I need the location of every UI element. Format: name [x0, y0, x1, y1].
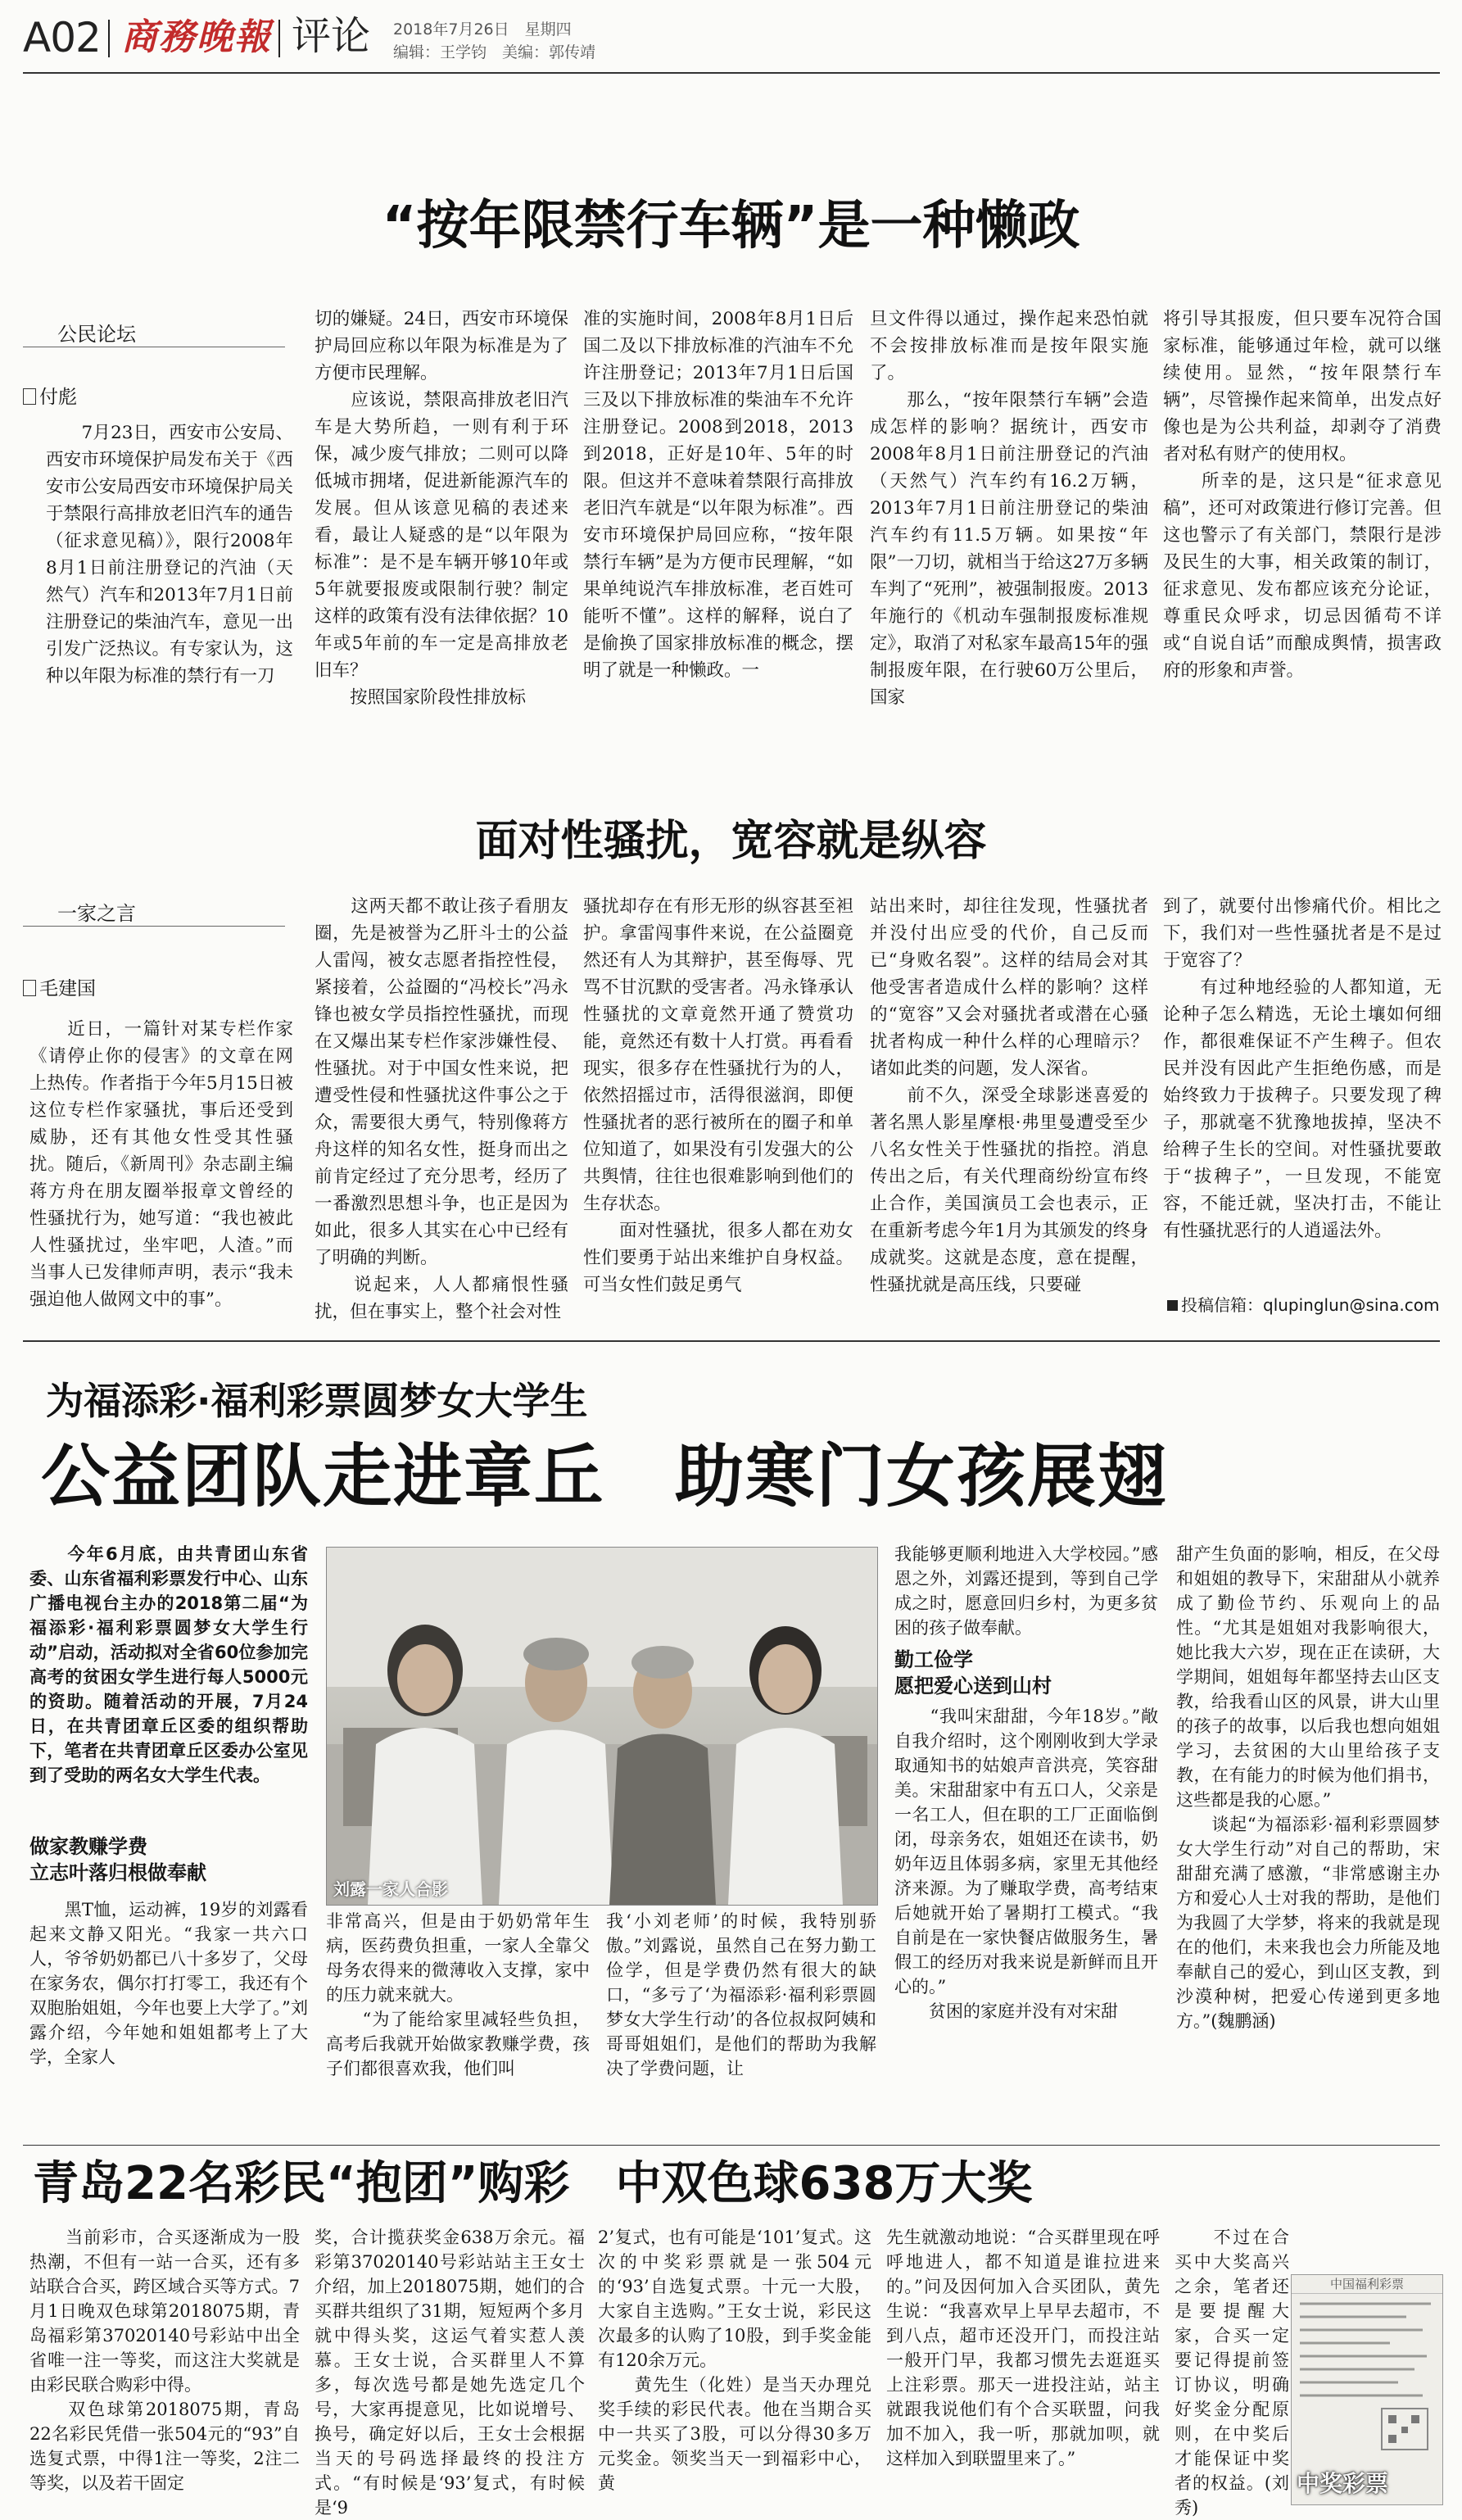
article3-subhead-1: 做家教赚学费 立志叶落归根做奉献 — [29, 1835, 206, 1884]
article1-col-4: 旦文件得以通过，操作起来恐怕就不会按排放标准而是按年限实施了。 那么，“按年限禁行车辆”会造成怎样的影响？据统计，西安市2008年8月1日前注册登记的汽油（天然气）汽车约有16.2万辆，2013年7月1日前注册登记的柴油汽车约有11.5万辆。如果按“年限”一刀切，就相当于给这27万多辆车判了“死刑”，被强制报废。2013年施行的《机动车强制报废标准规定》，取消了对私家车最高15年的强制报废年限，在行驶60万公里后，国家 — [870, 309, 1148, 708]
article3-col-4b: “我叫宋甜甜，今年18岁。”敞自我介绍时，这个刚刚收到大学录取通知书的姑娘声音洪亮，笑容甜美。宋甜甜家中有五口人，父亲是一名工人，但在职的工厂正面临倒闭，母亲务农，姐姐还在读书，奶奶年迈且体弱多病，家里无其他经济来源。为了赚取学费，高考结束后她就开始了暑期打工模式。“我自前是在一家快餐店做服务生，暑假工的经历对我来说是新鲜而且开心的。” 贫困的家庭并没有对宋甜 — [894, 1706, 1158, 2021]
article1-column-tag: 公民论坛 — [23, 322, 285, 347]
article1-col-5: 将引导其报废，但只要车况符合国家标准，能够通过年检，就可以继续使用。显然，“按年限禁行车辆”，尽管操作起来简单，出发点好像也是为公共利益，却剥夺了消费者对私有财产的使用权。 所幸的是，这只是“征求意见稿”，还可对政策进行修订完善。但这也警示了有关部门，禁限行是涉及民生的大事，相关政策的制订，征求意见、发布都应该充分论证，尊重民众呼求，切忌因循苟不详或“自说自话”而酿成舆情，损害政府的形象和声誉。 — [1163, 309, 1442, 681]
article3-col-1b: 黑T恤，运动裤，19岁的刘露看起来文静又阳光。“我家一共六口人，爷爷奶奶都已八十多岁了，父母在家务农，偶尔打打零工，我还有个双胞胎姐姐，今年也要上大学了。”刘露介绍，今年她和姐姐都考上了大学，全家人 — [29, 1900, 308, 2067]
article4-col-2: 奖，合计揽获奖金638万余元。福彩第37020140号彩站站主王女士介绍，加上2018075期，她们的合买群共组织了31期，短短两个多月就中得头奖，这运气着实惹人羡慕。王女士说，合买群里人不算多，每次选号都是她先选定几个号，大家再提意见，比如说增号、换号，确定好以后，王女士会根据当天的号码选择最终的投注方式。“有时候是‘93’复式，有时候是‘9 — [315, 2228, 585, 2518]
article2-author — [23, 977, 96, 1001]
article1-col-2: 切的嫌疑。24日，西安市环境保护局回应称以年限为标准是为了方便市民理解。 应该说，禁限高排放老旧汽车是大势所趋，一则有利于环保，减少废气排放；二则可以降低城市拥堵，促进新能源汽车的发展。但从该意见稿的表述来看，最让人疑惑的是“以年限为标准”：是不是车辆开够10年或5年就要报废或限制行驶？制定这样的政策有没有法律依据？10年或5年前的车一定是高排放老旧车？ 按照国家阶段性排放标 — [315, 309, 568, 708]
ticket-print-lines — [1292, 2294, 1442, 2458]
square-bullet-icon — [1167, 1300, 1178, 1311]
article2-title: 面对性骚扰，宽容就是纵容 — [475, 817, 987, 866]
article2-column-tag: 一家之言 — [23, 901, 285, 927]
submission-email-text: 投稿信箱：qlupinglun@sina.com — [1181, 1295, 1440, 1315]
article4-col-5: 不过在合买中大奖高兴之余，笔者还是要提醒大家，合买一定要记得提前签订协议，明确好奖金分配原则，在中奖后才能保证中奖者的权益。(刘秀) — [1175, 2228, 1289, 2518]
author-box-icon — [23, 980, 36, 996]
family-photo — [326, 1547, 878, 1906]
article2-col-5: 到了，就要付出惨痛代价。相比之下，我们对一些性骚扰者是不是过于宽容了？ 有过种地经验的人都知道，无论种子怎么精选，无论土壤如何细作，都很难保证不产生稗子。但农民并没有因此产生拒绝伤感，而是始终致力于拔稗子。只要发现了稗子，那就毫不犹豫地拔掉，坚决不给稗子生长的空间。对性骚扰要敢于“拔稗子”，一旦发现，不能宽容，不能迁就，坚决打击，不能让有性骚扰恶行的人逍遥法外。 — [1163, 896, 1442, 1241]
article1-col-3: 准的实施时间，2008年8月1日后国二及以下排放标准的汽油车不允许注册登记；2013年7月1日后国三及以下排放标准的柴油车不允许注册登记。2008到2018，2013到2018，正好是10年、5年的时限。但这并不意味着禁限行高排放老旧汽车就是“以年限为标准”。西安市环境保护局回应称，“按年限禁行车辆”是为方便市民理解，“如果单纯说汽车排放标准，老百姓可能听不懂”。这样的解释，说白了是偷换了国家排放标准的概念，摆明了就是一种懒政。一 — [583, 309, 853, 681]
article1-col-1: 7月23日，西安市公安局、西安市环境保护局发布关于《西安市公安局西安市环境保护局关于禁限行高排放老旧汽车的通告（征求意见稿）》，限行2008年8月1日前注册登记的汽油（天然气）汽车和2013年7月1日前注册登记的柴油汽车，意见一出引发广泛热议。有专家认为，这种以年限为标准的禁行有一刀 — [46, 423, 293, 687]
article3-col-2b: 非常高兴，但是由于奶奶常年生病，医药费负担重，一家人全靠父母务农得来的微薄收入支撑，家中的压力就来就大。 “为了能给家里减轻些负担，高考后我就开始做家教赚学费，孩子们都很喜欢我，他们叫 — [326, 1911, 590, 2078]
article4-col-4: 先生就激动地说：“合买群里现在呼呼地进人，都不知道是谁拉进来的。”问及因何加入合买团队，黄先生说：“我喜欢早上早早去超市，不到八点，超市还没开门，而投注站一般开门早，我都习惯先去逛逛买上注彩票。那天一进投注站，站主就跟我说他们有个合买联盟，问我加不加入，我一听，那就加呗，就这样加入到联盟里来了。” — [886, 2228, 1160, 2468]
article2-col-1: 近日，一篇针对某专栏作家《请停止你的侵害》的文章在网上热传。作者指于今年5月15日被这位专栏作家骚扰，事后还受到威胁，还有其他女性受其性骚扰。随后，《新周刊》杂志副主编蒋方舟在朋友圈举报章文曾经的性骚扰行为，她写道：“我也被此人性骚扰过，坐牢吧，人渣。”而当事人已发律师声明，表示“我未强迫他人做网文中的事”。 — [29, 1019, 293, 1310]
editor-credits: 编辑：王学钧 美编：郭传靖 — [393, 43, 596, 61]
article2-author-name: 毛建国 — [39, 978, 96, 999]
article2-col-4: 站出来时，却往往发现，性骚扰者并没付出应受的代价，自己反而已“身败名裂”。这样的结局会对其他受害者造成什么样的影响？这样的“宽容”又会对骚扰者或潜在心骚扰者构成一种什么样的心理暗示？诸如此类的问题，发人深省。 前不久，深受全球影迷喜爱的著名黑人影星摩根·弗里曼遭受至少八名女性关于性骚扰的指控。消息传出之后，有关代理商纷纷宣布终止合作，美国演员工会也表示，正在重新考虑今年1月为其颁发的终身成就奖。这就是态度，意在提醒，性骚扰就是高压线，只要碰 — [870, 896, 1148, 1295]
article1-title: “按年限禁行车辆”是一种懒政 — [382, 196, 1080, 256]
paper-masthead-logo: 商務晚報 — [121, 16, 272, 58]
family-photo-illustration — [327, 1548, 877, 1905]
article3-lead: 今年6月底，由共青团山东省委、山东省福利彩票发行中心、山东广播电视台主办的2018第二届“为福添彩·福利彩票圆梦女大学生行动”启动，活动拟对全省60位参加完高考的贫困女学生进行每人5000元的资助。随着活动的开展，7月24日，在共青团章丘区委的组织帮助下，笔者在共青团章丘区委办公室见到了受助的两名女大学生代表。 — [29, 1544, 308, 1785]
article3-subhead-2: 勤工俭学 愿把爱心送到山村 — [894, 1648, 1052, 1697]
article3-col-3b: 我‘小刘老师’的时候，我特别骄傲。”刘露说，虽然自己在努力勤工俭学，但是学费仍然有很大的缺口，“多亏了‘为福添彩·福利彩票圆梦女大学生行动’的各位叔叔阿姨和哥哥姐姐们，是他们的帮助为我解决了学费问题，让 — [606, 1911, 876, 2078]
article4-col-3: 2’复式，也有可能是‘101’复式。这次的中奖彩票就是一张504元的‘93’自选复式票。十元一大股，大家自主选购。”王女士说，彩民这次最多的认购了10股，到手奖金能有120余万元。 黄先生（化姓）是当天办理兑奖手续的彩民代表。他在当期合买中一共买了3股，可以分得30多万元奖金。领奖当天一到福彩中心，黄 — [598, 2228, 871, 2493]
article3-col-4: 我能够更顺利地进入大学校园。”感恩之外，刘露还提到，等到自己学成之时，愿意回归乡村，为更多贫困的孩子做奉献。 — [894, 1544, 1158, 1638]
ticket-header: 中国福利彩票 — [1292, 2275, 1442, 2294]
article3-col-5: 甜产生负面的影响，相反，在父母和姐姐的教导下，宋甜甜从小就养成了勤俭节约、乐观向上的品性。“尤其是姐姐对我影响很大，她比我大六岁，现在正在读研，大学期间，姐姐每年都坚持去山区支教，给我看山区的风景，讲大山里的孩子的故事，以后我也想向姐姐学习，去贫困的大山里给孩子支教，在有能力的时候为他们捐书，这些都是我的心愿。” 谈起“为福添彩·福利彩票圆梦女大学生行动”对自己的帮助，宋甜甜充满了感激，“非常感谢主办方和爱心人士对我的帮助，是他们为我圆了大学梦，将来的我就是现在的他们，未来我也会力所能及地奉献自己的爱心，到山区支教，到沙漠种树，把爱心传递到更多地方。”(魏鹏涵) — [1176, 1544, 1440, 2031]
article4-col-1: 当前彩市，合买逐渐成为一股热潮，不但有一站一合买，还有多站联合合买，跨区域合买等方式。7月1日晚双色球第2018075期，青岛福彩第37020140号彩站中出全省唯一注一等奖，而这注大奖就是由彩民联合购彩中得。 双色球第2018075期，青岛22名彩民凭借一张504元的“93”自选复式票，中得1注一等奖，2注二等奖，以及若干固定 — [29, 2228, 300, 2493]
section-title: 评论 — [292, 13, 371, 59]
article2-col-3: 骚扰却存在有形无形的纵容甚至袒护。拿雷闯事件来说，在公益圈竟然还有人为其辩护，甚至侮辱、咒骂不甘沉默的受害者。冯永锋承认性骚扰的文章竟然开通了赞赏功能，竟然还有数十人打赏。再看看现实，很多存在性骚扰行为的人，依然招摇过市，活得很滋润，即便性骚扰者的恶行被所在的圈子和单位知道了，如果没有引发强大的公共舆情，往往也很难影响到他们的生存状态。 面对性骚扰，很多人都在劝女性们要勇于站出来维护自身权益。可当女性们鼓足勇气 — [583, 896, 853, 1295]
page-number: A02 — [23, 14, 101, 61]
winning-ticket-photo — [1291, 2274, 1443, 2505]
author-box-icon — [23, 388, 36, 405]
submission-email — [1167, 1294, 1439, 1316]
ticket-caption: 中奖彩票 — [1297, 2470, 1389, 2497]
article3-title: 公益团队走进章丘 助寒门女孩展翅 — [41, 1436, 1169, 1516]
article2-col-2: 这两天都不敢让孩子看朋友圈，先是被誉为乙肝斗士的公益人雷闯，被女志愿者指控性侵，紧接着，公益圈的“冯校长”冯永锋也被女学员指控性骚扰，而现在又爆出某专栏作家涉嫌性侵、性骚扰。对于中国女性来说，把遭受性侵和性骚扰这件事公之于众，需要很大勇气，特别像蒋方舟这样的知名女性，挺身而出之前肯定经过了充分思考，经历了一番激烈思想斗争，也正是因为如此，很多人其实在心中已经有了明确的判断。 说起来，人人都痛恨性骚扰，但在事实上，整个社会对性 — [315, 896, 568, 1322]
article1-author — [23, 385, 77, 410]
article1-author-name: 付彪 — [39, 387, 77, 408]
photo-caption: 刘露一家人合影 — [333, 1879, 448, 1899]
article4-title: 青岛22名彩民“抱团”购彩 中双色球638万大奖 — [33, 2157, 1033, 2210]
issue-date: 2018年7月26日 星期四 — [393, 20, 572, 39]
article3-kicker: 为福添彩·福利彩票圆梦女大学生 — [46, 1379, 588, 1423]
